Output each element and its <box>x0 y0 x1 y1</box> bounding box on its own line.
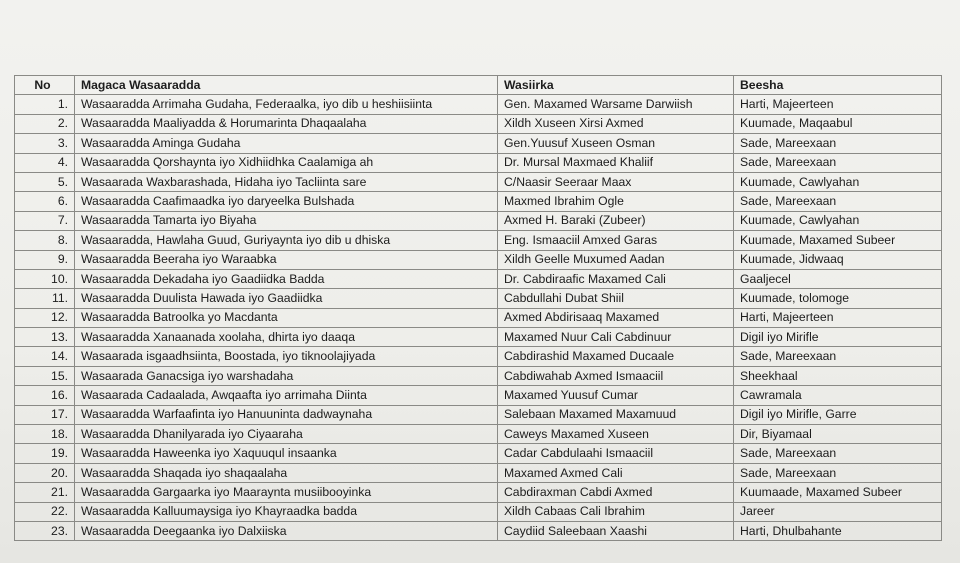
ministry-name: Wasaaradda Warfaafinta iyo Hanuuninta dadwaynaha <box>75 405 498 424</box>
clan-name: Digil iyo Mirifle <box>734 328 942 347</box>
table-row <box>15 328 942 347</box>
row-number: 6. <box>15 192 75 211</box>
table-row <box>15 386 942 405</box>
table-row <box>15 308 942 327</box>
clan-name: Sade, Mareexaan <box>734 192 942 211</box>
clan-name: Dir, Biyamaal <box>734 425 942 444</box>
header-ministry: Magaca Wasaaradda <box>75 76 498 95</box>
clan-name: Jareer <box>734 502 942 521</box>
clan-name: Sade, Mareexaan <box>734 347 942 366</box>
ministry-name: Wasaaradda, Hawlaha Guud, Guriyaynta iyo dib u dhiska <box>75 231 498 250</box>
row-number: 9. <box>15 250 75 269</box>
ministry-name: Wasaaradda Kalluumaysiga iyo Khayraadka badda <box>75 502 498 521</box>
table-row <box>15 483 942 502</box>
minister-name: Cabdiraxman Cabdi Axmed <box>498 483 734 502</box>
row-number: 1. <box>15 95 75 114</box>
table-row <box>15 250 942 269</box>
minister-name: Eng. Ismaaciil Amxed Garas <box>498 231 734 250</box>
ministry-name: Wasaaradda Deegaanka iyo Dalxiiska <box>75 521 498 540</box>
clan-name: Kuumade, Jidwaaq <box>734 250 942 269</box>
minister-name: Xildh Xuseen Xirsi Axmed <box>498 114 734 133</box>
row-number: 15. <box>15 366 75 385</box>
clan-name: Kuumade, Cawlyahan <box>734 211 942 230</box>
row-number: 8. <box>15 231 75 250</box>
table-row <box>15 114 942 133</box>
clan-name: Sade, Mareexaan <box>734 444 942 463</box>
ministry-name: Wasaarada Ganacsiga iyo warshadaha <box>75 366 498 385</box>
row-number: 14. <box>15 347 75 366</box>
table-row <box>15 405 942 424</box>
table-row <box>15 172 942 191</box>
table-row <box>15 366 942 385</box>
table-header-row <box>15 76 942 95</box>
row-number: 21. <box>15 483 75 502</box>
minister-name: Cadar Cabdulaahi Ismaaciil <box>498 444 734 463</box>
row-number: 12. <box>15 308 75 327</box>
ministry-name: Wasaaradda Arrimaha Gudaha, Federaalka, iyo dib u heshiisiinta <box>75 95 498 114</box>
ministry-name: Wasaaradda Haweenka iyo Xaquuqul insaanka <box>75 444 498 463</box>
clan-name: Sade, Mareexaan <box>734 463 942 482</box>
minister-name: Caweys Maxamed Xuseen <box>498 425 734 444</box>
header-no: No <box>15 76 75 95</box>
clan-name: Harti, Dhulbahante <box>734 521 942 540</box>
ministry-name: Wasaarada isgaadhsiinta, Boostada, iyo tiknoolajiyada <box>75 347 498 366</box>
table-row <box>15 95 942 114</box>
ministers-table <box>14 75 942 541</box>
clan-name: Cawramala <box>734 386 942 405</box>
minister-name: Dr. Mursal Maxmaed Khaliif <box>498 153 734 172</box>
header-minister: Wasiirka <box>498 76 734 95</box>
ministry-name: Wasaaradda Beeraha iyo Waraabka <box>75 250 498 269</box>
clan-name: Kuumade, tolomoge <box>734 289 942 308</box>
row-number: 20. <box>15 463 75 482</box>
clan-name: Sade, Mareexaan <box>734 153 942 172</box>
minister-name: Cabdiwahab Axmed Ismaaciil <box>498 366 734 385</box>
clan-name: Harti, Majeerteen <box>734 95 942 114</box>
row-number: 17. <box>15 405 75 424</box>
row-number: 18. <box>15 425 75 444</box>
row-number: 2. <box>15 114 75 133</box>
table-row <box>15 502 942 521</box>
minister-name: Cabdullahi Dubat Shiil <box>498 289 734 308</box>
clan-name: Digil iyo Mirifle, Garre <box>734 405 942 424</box>
table-row <box>15 153 942 172</box>
row-number: 4. <box>15 153 75 172</box>
minister-name: Salebaan Maxamed Maxamuud <box>498 405 734 424</box>
row-number: 10. <box>15 269 75 288</box>
table-row <box>15 289 942 308</box>
clan-name: Kuumade, Maxamed Subeer <box>734 231 942 250</box>
row-number: 5. <box>15 172 75 191</box>
clan-name: Kuumade, Maqaabul <box>734 114 942 133</box>
row-number: 13. <box>15 328 75 347</box>
row-number: 16. <box>15 386 75 405</box>
ministry-name: Wasaaradda Xanaanada xoolaha, dhirta iyo daaqa <box>75 328 498 347</box>
ministry-name: Wasaaradda Gargaarka iyo Maaraynta musiibooyinka <box>75 483 498 502</box>
ministry-name: Wasaaradda Shaqada iyo shaqaalaha <box>75 463 498 482</box>
table-row <box>15 347 942 366</box>
ministry-name: Wasaaradda Batroolka yo Macdanta <box>75 308 498 327</box>
table-row <box>15 134 942 153</box>
row-number: 11. <box>15 289 75 308</box>
row-number: 7. <box>15 211 75 230</box>
table-row <box>15 211 942 230</box>
table-row <box>15 463 942 482</box>
row-number: 22. <box>15 502 75 521</box>
clan-name: Kuumade, Cawlyahan <box>734 172 942 191</box>
minister-name: Caydiid Saleebaan Xaashi <box>498 521 734 540</box>
minister-name: Cabdirashid Maxamed Ducaale <box>498 347 734 366</box>
table-row <box>15 192 942 211</box>
minister-name: Xildh Cabaas Cali Ibrahim <box>498 502 734 521</box>
minister-name: C/Naasir Seeraar Maax <box>498 172 734 191</box>
minister-name: Maxamed Axmed Cali <box>498 463 734 482</box>
minister-name: Gen. Maxamed Warsame Darwiish <box>498 95 734 114</box>
table-row <box>15 444 942 463</box>
clan-name: Kuumaade, Maxamed Subeer <box>734 483 942 502</box>
table-row <box>15 425 942 444</box>
ministry-name: Wasaaradda Dhanilyarada iyo Ciyaaraha <box>75 425 498 444</box>
row-number: 19. <box>15 444 75 463</box>
ministry-name: Wasaaradda Dekadaha iyo Gaadiidka Badda <box>75 269 498 288</box>
minister-name: Axmed H. Baraki (Zubeer) <box>498 211 734 230</box>
row-number: 3. <box>15 134 75 153</box>
minister-name: Maxmed Ibrahim Ogle <box>498 192 734 211</box>
header-clan: Beesha <box>734 76 942 95</box>
ministry-name: Wasaaradda Aminga Gudaha <box>75 134 498 153</box>
row-number: 23. <box>15 521 75 540</box>
minister-name: Maxamed Nuur Cali Cabdinuur <box>498 328 734 347</box>
minister-name: Axmed Abdirisaaq Maxamed <box>498 308 734 327</box>
ministry-name: Wasaarada Waxbarashada, Hidaha iyo Tacliinta sare <box>75 172 498 191</box>
ministry-name: Wasaaradda Duulista Hawada iyo Gaadiidka <box>75 289 498 308</box>
ministry-name: Wasaaradda Caafimaadka iyo daryeelka Bulshada <box>75 192 498 211</box>
minister-name: Gen.Yuusuf Xuseen Osman <box>498 134 734 153</box>
table-row <box>15 521 942 540</box>
table-row <box>15 231 942 250</box>
clan-name: Sade, Mareexaan <box>734 134 942 153</box>
clan-name: Gaaljecel <box>734 269 942 288</box>
minister-name: Dr. Cabdiraafic Maxamed Cali <box>498 269 734 288</box>
clan-name: Harti, Majeerteen <box>734 308 942 327</box>
ministry-name: Wasaaradda Qorshaynta iyo Xidhiidhka Caalamiga ah <box>75 153 498 172</box>
clan-name: Sheekhaal <box>734 366 942 385</box>
ministry-name: Wasaaradda Tamarta iyo Biyaha <box>75 211 498 230</box>
minister-name: Xildh Geelle Muxumed Aadan <box>498 250 734 269</box>
ministry-name: Wasaaradda Maaliyadda & Horumarinta Dhaqaalaha <box>75 114 498 133</box>
ministry-name: Wasaarada Cadaalada, Awqaafta iyo arrimaha Diinta <box>75 386 498 405</box>
minister-name: Maxamed Yuusuf Cumar <box>498 386 734 405</box>
table-row <box>15 269 942 288</box>
table-body <box>15 95 942 541</box>
